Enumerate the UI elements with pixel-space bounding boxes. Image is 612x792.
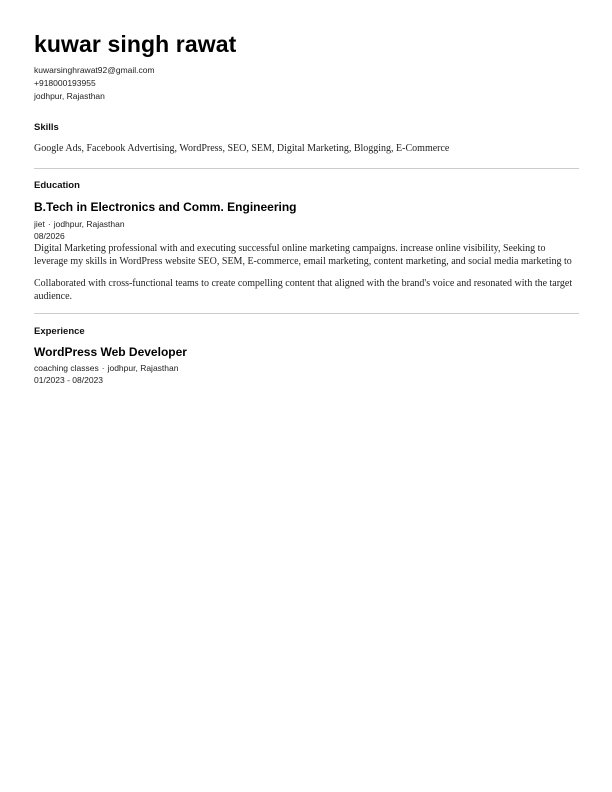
education-degree: B.Tech in Electronics and Comm. Engineering	[34, 200, 297, 214]
education-separator: ·	[47, 219, 51, 229]
experience-role: WordPress Web Developer	[34, 345, 187, 359]
section-divider	[34, 313, 579, 314]
contact-email: kuwarsinghrawat92@gmail.com	[34, 65, 155, 75]
skills-section	[34, 122, 579, 155]
candidate-name: kuwar singh rawat	[34, 31, 237, 57]
education-description: Digital Marketing professional with and executing successful online marketing campaigns. increase online visibility, Seeking to leverage my skills in WordPress website SEO, SEM, E-commerce, email marketing, content marketing, and social media marketing to	[34, 243, 572, 267]
resume-header	[34, 30, 579, 103]
education-location: jodhpur, Rajasthan	[53, 219, 125, 229]
education-section	[34, 180, 579, 303]
experience-company-line	[34, 362, 579, 374]
section-divider	[34, 168, 579, 169]
resume-page	[34, 30, 579, 386]
education-institution-line	[34, 218, 579, 230]
experience-heading: Experience	[34, 326, 85, 337]
experience-section	[34, 326, 579, 386]
skills-list: Google Ads, Facebook Advertising, WordPress, SEO, SEM, Digital Marketing, Blogging, E-Commerce	[34, 143, 450, 154]
skills-heading: Skills	[34, 122, 59, 133]
experience-company: coaching classes	[34, 363, 99, 373]
contact-location: jodhpur, Rajasthan	[34, 91, 105, 101]
experience-location: jodhpur, Rajasthan	[107, 363, 179, 373]
contact-phone: +918000193955	[34, 78, 96, 88]
education-institution: jiet	[34, 219, 45, 229]
education-date: 08/2026	[34, 231, 65, 241]
education-heading: Education	[34, 180, 80, 191]
experience-separator: ·	[101, 363, 105, 373]
education-description: Collaborated with cross-functional teams to create compelling content that aligned with the brand's voice and resonated with the target audience.	[34, 278, 573, 302]
experience-dates: 01/2023 - 08/2023	[34, 375, 104, 385]
